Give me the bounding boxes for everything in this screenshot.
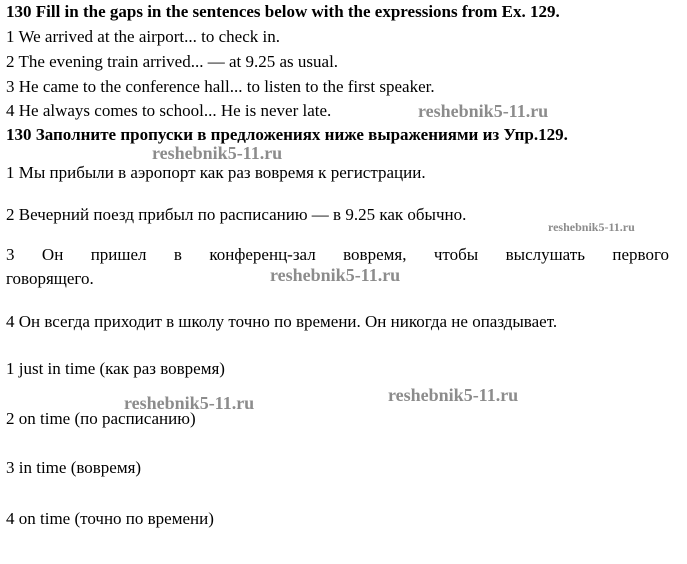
russian-heading: 130 Заполните пропуски в предложениях ниже выражениями из Упр.129. (6, 125, 568, 144)
watermark: reshebnik5-11.ru (124, 393, 255, 413)
watermark: reshebnik5-11.ru (418, 101, 549, 121)
russian-sentence-3: 3 Он пришел в конференц-зал вовремя, чтобы выслушать первого (6, 245, 669, 264)
answer-3: 3 in time (вовремя) (6, 458, 142, 477)
english-sentence-2: 2 The evening train arrived... — at 9.25 as usual. (6, 52, 339, 71)
english-heading: 130 Fill in the gaps in the sentences below with the expressions from Ex. 129. (6, 2, 560, 21)
russian-sentence-3-continuation: говорящего. (6, 269, 94, 288)
watermark: reshebnik5-11.ru (152, 143, 283, 163)
russian-sentence-1: 1 Мы прибыли в аэропорт как раз вовремя к регистрации. (6, 163, 426, 182)
russian-sentence-2: 2 Вечерний поезд прибыл по расписанию — в 9.25 как обычно. (6, 205, 467, 224)
answer-4: 4 on time (точно по времени) (6, 509, 214, 528)
english-sentence-1: 1 We arrived at the airport... to check in. (6, 27, 280, 46)
english-sentence-3: 3 He came to the conference hall... to listen to the first speaker. (6, 77, 435, 96)
english-sentence-4: 4 He always comes to school... He is never late. (6, 101, 332, 120)
watermark: reshebnik5-11.ru (388, 385, 519, 405)
russian-sentence-4: 4 Он всегда приходит в школу точно по времени. Он никогда не опаздывает. (6, 312, 558, 331)
watermark: reshebnik5-11.ru (548, 220, 635, 234)
watermark: reshebnik5-11.ru (270, 265, 401, 285)
answer-2: 2 on time (по расписанию) (6, 409, 196, 428)
answer-1: 1 just in time (как раз вовремя) (6, 359, 225, 378)
